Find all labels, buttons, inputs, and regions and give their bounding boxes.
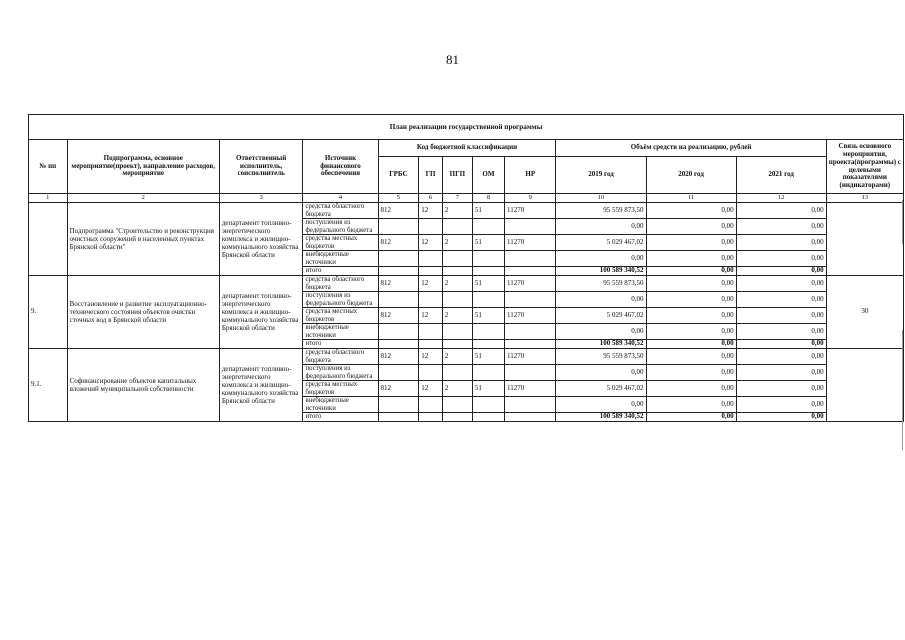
- code-nr: [505, 219, 556, 235]
- amount-2019: 5 029 467,02: [556, 308, 646, 324]
- code-gp: 12: [419, 308, 443, 324]
- funding-source: средства местных бюджетов: [303, 308, 378, 324]
- code-pgp: 2: [442, 381, 472, 397]
- code-nr: 11270: [505, 308, 556, 324]
- code-nr: [505, 251, 556, 267]
- code-nr: [505, 365, 556, 381]
- header-grbs: ГРБС: [378, 157, 419, 194]
- amount-2019: 0,00: [556, 324, 646, 340]
- code-grbs: 812: [378, 349, 419, 365]
- total-2019: 100 589 340,52: [556, 413, 646, 422]
- amount-2020: 0,00: [646, 324, 736, 340]
- header-gp: ГП: [419, 157, 443, 194]
- code-om: 51: [472, 308, 504, 324]
- amount-2021: 0,00: [736, 324, 826, 340]
- row-number: [29, 203, 68, 276]
- code-om: 51: [472, 203, 504, 219]
- header-executor: Ответственный исполнитель, соисполнитель: [219, 140, 303, 194]
- code-pgp: [442, 397, 472, 413]
- amount-2021: 0,00: [736, 308, 826, 324]
- total-code-empty: [378, 267, 419, 276]
- total-code-empty: [419, 413, 443, 422]
- code-pgp: 2: [442, 308, 472, 324]
- code-gp: 12: [419, 203, 443, 219]
- code-pgp: [442, 251, 472, 267]
- code-grbs: [378, 251, 419, 267]
- code-grbs: [378, 219, 419, 235]
- code-nr: [505, 324, 556, 340]
- column-number: 10: [556, 194, 646, 203]
- code-grbs: 812: [378, 276, 419, 292]
- header-budget-code: Код бюджетной классификации: [378, 140, 556, 157]
- table-title-row: [29, 115, 904, 140]
- amount-2021: 0,00: [736, 381, 826, 397]
- code-nr: 11270: [505, 276, 556, 292]
- funding-source: средства областного бюджета: [303, 276, 378, 292]
- column-number: 12: [736, 194, 826, 203]
- code-om: [472, 365, 504, 381]
- total-2021: 0,00: [736, 267, 826, 276]
- amount-2020: 0,00: [646, 308, 736, 324]
- amount-2019: 95 559 873,50: [556, 203, 646, 219]
- column-number: 5: [378, 194, 419, 203]
- code-pgp: [442, 292, 472, 308]
- total-2019: 100 589 340,52: [556, 340, 646, 349]
- indicator-link: [826, 349, 903, 422]
- total-code-empty: [505, 340, 556, 349]
- code-grbs: 812: [378, 381, 419, 397]
- table-row: [29, 349, 904, 365]
- code-grbs: [378, 292, 419, 308]
- code-gp: [419, 397, 443, 413]
- code-nr: [505, 397, 556, 413]
- code-gp: [419, 251, 443, 267]
- amount-2019: 5 029 467,02: [556, 235, 646, 251]
- amount-2019: 0,00: [556, 397, 646, 413]
- code-pgp: [442, 219, 472, 235]
- executor-name: департамент топливно-энергетического комплекса и жилищно-коммунального хозяйства Брянской области: [219, 349, 303, 422]
- amount-2020: 0,00: [646, 276, 736, 292]
- header-program: Подпрограмма, основное мероприятие(проект), направление расходов, мероприятие: [67, 140, 219, 194]
- code-pgp: 2: [442, 203, 472, 219]
- amount-2019: 0,00: [556, 251, 646, 267]
- program-name: Восстановление и развитие эксплуатационно-технического состояния объектов очистки сточных вод в Брянской области: [67, 276, 219, 349]
- total-code-empty: [505, 413, 556, 422]
- header-2019: 2019 год: [556, 157, 646, 194]
- column-number: 9: [505, 194, 556, 203]
- executor-name: департамент топливно-энергетического комплекса и жилищно-коммунального хозяйства Брянской области: [219, 203, 303, 276]
- total-2020: 0,00: [646, 267, 736, 276]
- program-plan-table: [28, 114, 904, 422]
- amount-2020: 0,00: [646, 203, 736, 219]
- amount-2021: 0,00: [736, 276, 826, 292]
- code-pgp: [442, 324, 472, 340]
- amount-2021: 0,00: [736, 292, 826, 308]
- funding-source: поступления из федерального бюджета: [303, 292, 378, 308]
- amount-2020: 0,00: [646, 235, 736, 251]
- header-2021: 2021 год: [736, 157, 826, 194]
- total-code-empty: [378, 340, 419, 349]
- code-pgp: 2: [442, 276, 472, 292]
- code-om: 51: [472, 235, 504, 251]
- header-pgp: ПГП: [442, 157, 472, 194]
- funding-source: средства областного бюджета: [303, 203, 378, 219]
- funding-source: внебюджетные источники: [303, 324, 378, 340]
- column-number: 6: [419, 194, 443, 203]
- total-code-empty: [419, 340, 443, 349]
- code-gp: [419, 324, 443, 340]
- amount-2019: 0,00: [556, 292, 646, 308]
- header-source: Источник финансового обеспечения: [303, 140, 378, 194]
- code-om: [472, 251, 504, 267]
- code-om: [472, 292, 504, 308]
- executor-name: департамент топливно-энергетического комплекса и жилищно-коммунального хозяйства Брянской области: [219, 276, 303, 349]
- column-number: 1: [29, 194, 68, 203]
- header-om: ОМ: [472, 157, 504, 194]
- table-row: [29, 276, 904, 292]
- code-om: [472, 397, 504, 413]
- column-number-row: [29, 194, 904, 203]
- amount-2021: 0,00: [736, 219, 826, 235]
- code-gp: 12: [419, 349, 443, 365]
- code-om: [472, 219, 504, 235]
- row-number: 9.1.: [29, 349, 68, 422]
- margin-mark: [902, 200, 903, 244]
- total-label: итого: [303, 267, 378, 276]
- funding-source: поступления из федерального бюджета: [303, 219, 378, 235]
- program-name: Софинансирование объектов капитальных вложений муниципальной собственности: [67, 349, 219, 422]
- amount-2021: 0,00: [736, 365, 826, 381]
- code-pgp: [442, 365, 472, 381]
- amount-2020: 0,00: [646, 349, 736, 365]
- total-code-empty: [378, 413, 419, 422]
- code-gp: 12: [419, 276, 443, 292]
- total-code-empty: [442, 267, 472, 276]
- funding-source: внебюджетные источники: [303, 251, 378, 267]
- amount-2021: 0,00: [736, 235, 826, 251]
- column-number: 3: [219, 194, 303, 203]
- funding-source: поступления из федерального бюджета: [303, 365, 378, 381]
- code-pgp: 2: [442, 235, 472, 251]
- margin-mark: [902, 330, 903, 450]
- table-title: План реализации государственной программы: [29, 115, 904, 140]
- total-2020: 0,00: [646, 340, 736, 349]
- total-code-empty: [472, 267, 504, 276]
- header-link: Связь основного мероприятия, проекта(программы) с целевыми показателями (индикаторами): [826, 140, 903, 194]
- amount-2020: 0,00: [646, 397, 736, 413]
- total-label: итого: [303, 340, 378, 349]
- code-grbs: 812: [378, 308, 419, 324]
- amount-2020: 0,00: [646, 219, 736, 235]
- amount-2019: 95 559 873,50: [556, 349, 646, 365]
- column-number: 4: [303, 194, 378, 203]
- total-code-empty: [442, 340, 472, 349]
- code-om: 51: [472, 381, 504, 397]
- column-number: 7: [442, 194, 472, 203]
- table-row: [29, 203, 904, 219]
- amount-2019: 95 559 873,50: [556, 276, 646, 292]
- total-2019: 100 589 340,52: [556, 267, 646, 276]
- row-number: 9.: [29, 276, 68, 349]
- code-om: 51: [472, 276, 504, 292]
- total-2020: 0,00: [646, 413, 736, 422]
- code-nr: 11270: [505, 381, 556, 397]
- code-gp: 12: [419, 381, 443, 397]
- code-grbs: [378, 397, 419, 413]
- header-2020: 2020 год: [646, 157, 736, 194]
- total-code-empty: [505, 267, 556, 276]
- amount-2021: 0,00: [736, 251, 826, 267]
- code-pgp: 2: [442, 349, 472, 365]
- total-code-empty: [442, 413, 472, 422]
- code-nr: 11270: [505, 203, 556, 219]
- funding-source: средства местных бюджетов: [303, 235, 378, 251]
- program-name: Подпрограмма "Строительство и реконструкция очистных сооружений в населенных пунктах Брянской области": [67, 203, 219, 276]
- code-nr: 11270: [505, 235, 556, 251]
- code-om: [472, 324, 504, 340]
- amount-2019: 5 029 467,02: [556, 381, 646, 397]
- column-number: 11: [646, 194, 736, 203]
- column-number: 8: [472, 194, 504, 203]
- total-2021: 0,00: [736, 340, 826, 349]
- indicator-link: 30: [826, 276, 903, 349]
- amount-2020: 0,00: [646, 381, 736, 397]
- total-code-empty: [472, 340, 504, 349]
- code-gp: [419, 365, 443, 381]
- code-grbs: 812: [378, 203, 419, 219]
- header-volume: Объём средств на реализацию, рублей: [556, 140, 826, 157]
- amount-2021: 0,00: [736, 203, 826, 219]
- code-nr: 11270: [505, 349, 556, 365]
- amount-2021: 0,00: [736, 397, 826, 413]
- funding-source: внебюджетные источники: [303, 397, 378, 413]
- amount-2020: 0,00: [646, 251, 736, 267]
- amount-2019: 0,00: [556, 365, 646, 381]
- code-gp: [419, 219, 443, 235]
- code-nr: [505, 292, 556, 308]
- code-om: 51: [472, 349, 504, 365]
- amount-2020: 0,00: [646, 365, 736, 381]
- code-gp: [419, 292, 443, 308]
- code-gp: 12: [419, 235, 443, 251]
- column-number: 13: [826, 194, 903, 203]
- amount-2019: 0,00: [556, 219, 646, 235]
- header-num: № пп: [29, 140, 68, 194]
- header-row-1: [29, 140, 904, 157]
- page-number: 81: [446, 52, 459, 67]
- column-number: 2: [67, 194, 219, 203]
- indicator-link: [826, 203, 903, 276]
- code-grbs: [378, 365, 419, 381]
- total-label: итого: [303, 413, 378, 422]
- total-code-empty: [419, 267, 443, 276]
- amount-2021: 0,00: [736, 349, 826, 365]
- header-nr: НР: [505, 157, 556, 194]
- total-2021: 0,00: [736, 413, 826, 422]
- funding-source: средства областного бюджета: [303, 349, 378, 365]
- amount-2020: 0,00: [646, 292, 736, 308]
- total-code-empty: [472, 413, 504, 422]
- code-grbs: 812: [378, 235, 419, 251]
- code-grbs: [378, 324, 419, 340]
- funding-source: средства местных бюджетов: [303, 381, 378, 397]
